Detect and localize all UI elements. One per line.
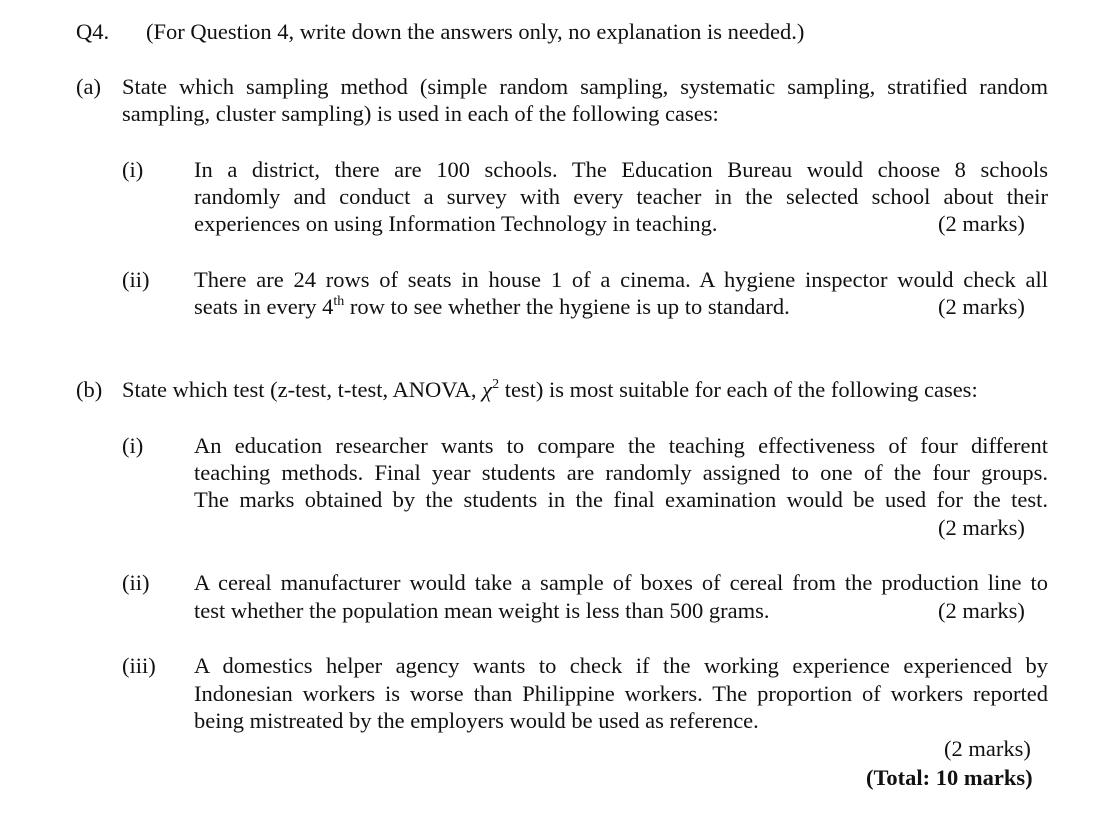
ordinal-suffix: th: [333, 294, 345, 309]
part-a-item-i-label: (i): [122, 157, 144, 182]
chi-superscript: 2: [492, 377, 500, 392]
part-b-item-i-line3: The marks obtained by the students in the final examination would be used for the test.: [194, 487, 1048, 512]
part-a-label: (a): [76, 74, 101, 99]
part-b-stem-before: State which test (z-test, t-test, ANOVA,: [122, 377, 483, 402]
part-b-item-iii-line1: A domestics helper agency wants to check if the working experience experienced by: [194, 653, 1048, 678]
part-b-item-iii-line2: Indonesian workers is worse than Philippine workers. The proportion of workers reported: [194, 681, 1048, 706]
part-a-item-i-line3: experiences on using Information Technology in teaching.: [194, 211, 718, 236]
part-a-stem-line2: sampling, cluster sampling) is used in each of the following cases:: [122, 101, 719, 126]
question-number: Q4.: [76, 19, 110, 44]
chi-symbol: χ: [482, 377, 493, 402]
part-b-item-ii-line1: A cereal manufacturer would take a sample of boxes of cereal from the production line to: [194, 570, 1048, 595]
part-b-item-iii-line3: being mistreated by the employers would be used as reference.: [194, 708, 759, 733]
part-b-item-ii-line2: test whether the population mean weight is less than 500 grams.: [194, 598, 770, 623]
part-b-label: (b): [76, 377, 103, 402]
part-a-stem-line1: State which sampling method (simple random sampling, systematic sampling, stratified random: [122, 74, 1048, 99]
part-b-item-i-marks: (2 marks): [938, 515, 1025, 540]
question-instruction: (For Question 4, write down the answers only, no explanation is needed.): [146, 19, 805, 44]
part-a-item-ii-marks: (2 marks): [938, 294, 1025, 319]
part-b-item-i-line2: teaching methods. Final year students are randomly assigned to one of the four groups.: [194, 460, 1048, 485]
part-a-item-ii-line1: There are 24 rows of seats in house 1 of a cinema. A hygiene inspector would check all: [194, 267, 1048, 292]
part-a-item-ii-label: (ii): [122, 267, 150, 292]
part-b-item-i-line1: An education researcher wants to compare the teaching effectiveness of four different: [194, 433, 1048, 458]
part-b-item-iii-label: (iii): [122, 653, 156, 678]
part-b-item-ii-marks: (2 marks): [938, 598, 1025, 623]
part-a-item-i-marks: (2 marks): [938, 211, 1025, 236]
part-a-item-ii-line2-after: row to see whether the hygiene is up to standard.: [344, 294, 790, 319]
part-b-item-i-label: (i): [122, 433, 144, 458]
part-a-item-ii-line2: [194, 293, 790, 320]
part-a-item-ii-line2-before: seats in every 4: [194, 294, 334, 319]
part-b-item-iii-marks: (2 marks): [944, 736, 1031, 761]
part-a-item-i-line2: randomly and conduct a survey with every teacher in the selected school about their: [194, 184, 1048, 209]
part-b-stem-after: test) is most suitable for each of the following cases:: [499, 377, 978, 402]
part-b-item-ii-label: (ii): [122, 570, 150, 595]
part-b-stem: [122, 376, 978, 403]
total-marks: (Total: 10 marks): [866, 765, 1033, 790]
part-a-item-i-line1: In a district, there are 100 schools. The Education Bureau would choose 8 schools: [194, 157, 1048, 182]
